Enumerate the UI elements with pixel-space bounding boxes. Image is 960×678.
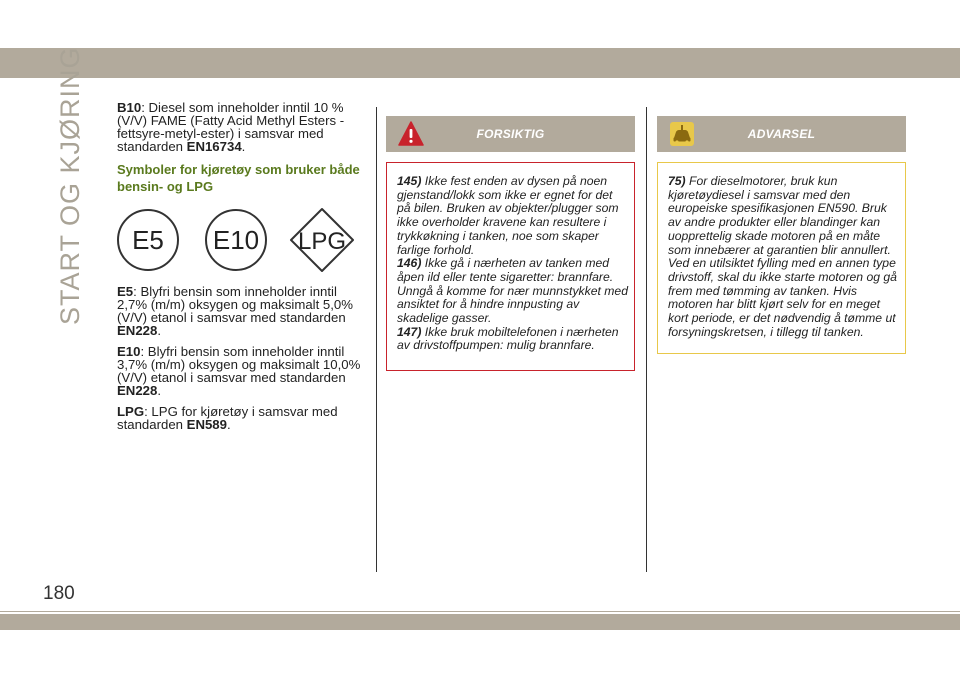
caution-item-number: 147) <box>397 324 422 339</box>
e10-text: : Blyfri bensin som inneholder inntil 3,7% (m/m) oksygen og maksimalt 10,0% (V/V) etanol i samsvar med standarden <box>117 344 361 385</box>
e5-code: E5 <box>117 284 134 299</box>
lpg-symbol-icon <box>289 207 355 273</box>
caution-item-number: 145) <box>397 174 422 188</box>
caution-box <box>386 162 635 371</box>
top-band <box>0 48 960 78</box>
column-divider-1 <box>376 107 377 572</box>
caution-item <box>397 257 629 326</box>
page-number: 180 <box>43 583 75 604</box>
bottom-band <box>0 614 960 630</box>
warning-header <box>657 116 906 152</box>
lpg-code: LPG <box>117 404 145 419</box>
b10-paragraph <box>117 101 362 153</box>
caution-item <box>397 175 629 257</box>
e10-symbol-label: E10 <box>212 224 260 255</box>
fuel-symbols <box>117 207 362 277</box>
lpg-standard: EN589 <box>186 417 227 432</box>
caution-item-text: Ikke gå i nærheten av tanken med åpen ild eller tente sigaretter: brannfare. Unngå å komme for nær munnstykket med ansiktet for å hindre innpusting av skadelige gasser. <box>397 256 628 326</box>
caution-item <box>397 326 629 353</box>
lpg-end: . <box>226 417 231 432</box>
b10-end: . <box>241 139 246 154</box>
warning-title: ADVARSEL <box>747 127 816 141</box>
warning-item <box>668 175 900 339</box>
warning-box <box>657 162 906 354</box>
section-title-text: START OG KJØRING <box>55 46 85 325</box>
e10-code: E10 <box>117 344 141 359</box>
e10-standard: EN228 <box>117 383 158 398</box>
lpg-paragraph <box>117 405 362 431</box>
e10-symbol-icon <box>205 209 267 271</box>
e5-paragraph <box>117 285 362 337</box>
caution-header <box>386 116 635 152</box>
fuel-column <box>117 101 362 439</box>
b10-standard: EN16734 <box>186 139 242 154</box>
caution-item-text: Ikke fest enden av dysen på noen gjenstand/lokk som ikke er egnet for det på bilen. Bruken av objekter/plugger som ikke overholder kravene kan resultere i trykkøkning i tanken, noe som skaper farlige forhold. <box>397 174 619 257</box>
e10-end: . <box>157 383 161 398</box>
e5-symbol-icon <box>117 209 179 271</box>
caution-item-number: 146) <box>397 256 422 271</box>
bottom-divider <box>0 611 960 612</box>
lpg-symbol-label: LPG <box>297 228 347 255</box>
e5-standard: EN228 <box>117 323 158 338</box>
e10-paragraph <box>117 345 362 397</box>
caution-title: FORSIKTIG <box>476 127 545 141</box>
symbols-heading: Symboler for kjøretøy som bruker både bensin- og LPG <box>117 162 360 194</box>
b10-code: B10 <box>117 100 142 115</box>
caution-item-text: Ikke bruk mobiltelefonen i nærheten av drivstoffpumpen: mulig brannfare. <box>397 324 619 353</box>
e5-text: : Blyfri bensin som inneholder inntil 2,7% (m/m) oksygen og maksimalt 5,0% (V/V) etanol i samsvar med standarden <box>117 284 353 325</box>
warning-item-number: 75) <box>668 174 686 188</box>
e5-end: . <box>157 323 161 338</box>
warning-item-text: For dieselmotorer, bruk kun kjøretøydiesel i samsvar med den europeiske spesifikasjonen EN590. Bruk av andre produkter eller blandinger kan uopprettelig skade motoren på en måte som innebærer at garantien blir annullert. Ved en utilsiktet fylling med en annen type drivstoff, skal du ikke starte motoren og gå frem med tømming av tanken. Hvis motoren har blitt kjørt selv for en meget kort periode, er det nødvendig å tømme ut forsyningskretsen, i tillegg til tanken. <box>668 174 897 339</box>
e5-symbol-label: E5 <box>132 224 164 255</box>
b10-text: : Diesel som inneholder inntil 10 % (V/V) FAME (Fatty Acid Methyl Esters - fettsyre-metyl-ester) i samsvar med standarden <box>117 100 345 154</box>
column-divider-2 <box>646 107 647 572</box>
lpg-text: : LPG for kjøretøy i samsvar med standarden <box>117 404 338 432</box>
